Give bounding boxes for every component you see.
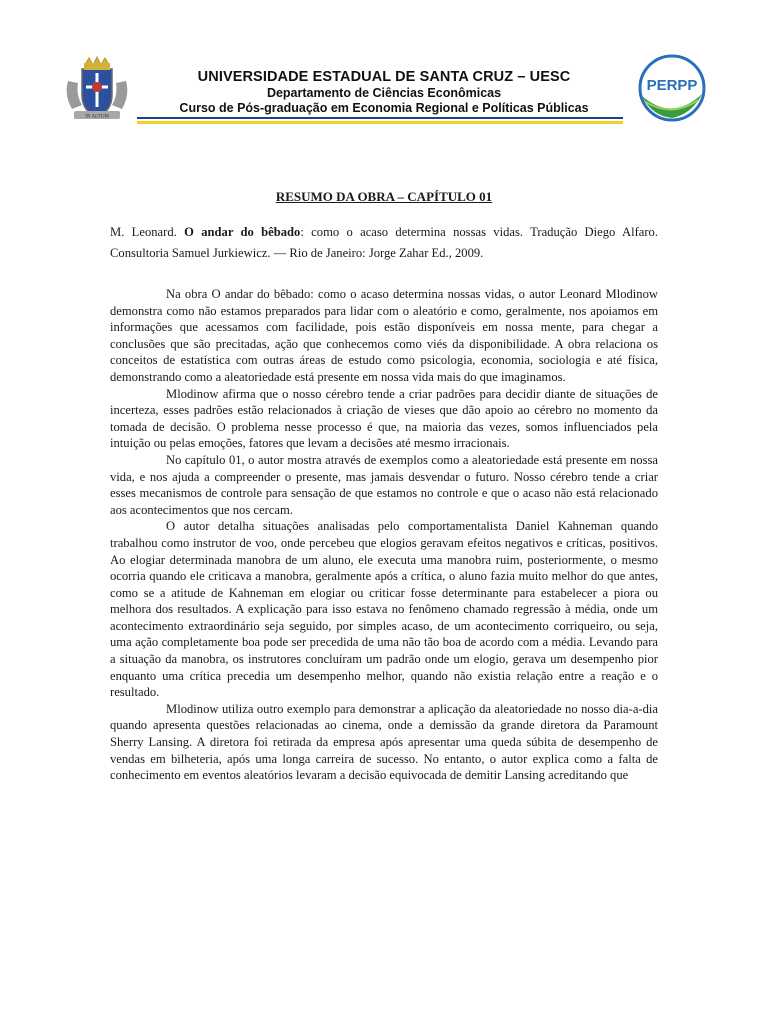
document-title: RESUMO DA OBRA – CAPÍTULO 01 bbox=[275, 189, 493, 204]
department-name: Departamento de Ciências Econômicas bbox=[266, 86, 502, 100]
header-rule-yellow bbox=[137, 121, 623, 124]
uesc-coat-of-arms-logo bbox=[62, 55, 132, 125]
course-name: Curso de Pós-graduação em Economia Regional e Políticas Públicas bbox=[179, 101, 589, 115]
perpp-logo-text: PERPP bbox=[646, 77, 698, 94]
paragraph-5: Mlodinow utiliza outro exemplo para demonstrar a aplicação da aleatoriedade no nosso dia-a-dia quando apresenta questões relacionadas ao cinema, onde a demissão da grande diretora da Paramount Sherry Lansing. A diretora foi retirada da empresa após apresentar uma queda súbita de desempenho de vendas em bilheteria, após uma longa carreira de sucesso. No entanto, o autor explica como a falta de conhecimento em eventos aleatórios levaram a decisão equivocada de demitir Lansing acreditando que bbox=[110, 701, 658, 783]
perpp-logo bbox=[634, 52, 710, 122]
header-text-block bbox=[130, 68, 638, 116]
document-body bbox=[110, 188, 658, 784]
reference-author: M. Leonard. bbox=[110, 225, 177, 239]
reference-details: : como o acaso determina nossas vidas. Tradução Diego Alfaro. Consultoria Samuel Jurkiewicz. — Rio de Janeiro: Jorge Zahar Ed., 2009. bbox=[110, 225, 658, 260]
paragraph-3: No capítulo 01, o autor mostra através de exemplos como a aleatoriedade está presente em nossa vida, e nos ajuda a compreender o presente, mas jamais desvendar o futuro. Nosso cérebro tende a criar esses mecanismos de controle para sensação de que estamos no controle e que o acaso não está relacionado aos acontecimentos que nos cercam. bbox=[110, 452, 658, 517]
paragraph-1: Na obra O andar do bêbado: como o acaso determina nossas vidas, o autor Leonard Mlodinow demonstra como não estamos preparados para lidar com o aleatório e como, geralmente, nos apoiamos em informações que acessamos com facilidade, pois estão disponíveis em nossa mente, para chegar a conclusões que são precitadas, ação que conhecemos como viés da disponibilidade. A obra relaciona os conceitos de estatística com outras áreas de estudo como psicologia, economia, sociologia e até física, demonstrando como a aleatoriedade está presente em nossa vida mais do que imaginamos. bbox=[110, 287, 658, 384]
document-header bbox=[0, 0, 768, 140]
paragraph-2: Mlodinow afirma que o nosso cérebro tende a criar padrões para decidir diante de situações de incerteza, esses padrões estão relacionados à criação de vieses que dão apoio ao cérebro no momento da tomada de decisão. O problema nesse processo é que, na maioria das vezes, somos influenciados pela intuição ou pelas emoções, fatores que levam a decisões até mesmo irracionais. bbox=[110, 386, 658, 451]
paragraph-4: O autor detalha situações analisadas pelo comportamentalista Daniel Kahneman quando trabalhou como instrutor de voo, onde percebeu que elogios geravam efeitos negativos e críticas, positivos. Ao elogiar determinada manobra de um aluno, ele executa uma manobra ruim, posteriormente, o mesmo ocorria quando ele criticava a manobra, geralmente após a crítica, o aluno fazia muito melhor do que antes, como se a atitude de Kahneman em elogiar ou criticar fosse determinante para estabelecer a piora ou melhora dos resultados. A explicação para isso estava no fenômeno chamado regressão à média, onde um acontecimento extraordinário seja seguido, por simples acaso, de um acontecimento corriqueiro, ou seja, uma ação completamente boa pode ser precedida de uma não tão boa de acordo com a média. Levando para a situação da manobra, os instrutores concluíram um padrão onde um elogio, gerava um desempenho pior enquanto uma crítica precedia um desempenho melhor, quando não existia relação entre a reação e o resultado. bbox=[110, 519, 658, 700]
uesc-logo-motto: IN ALTUM bbox=[85, 114, 109, 120]
header-rule-blue bbox=[137, 117, 623, 119]
reference-work-title: O andar do bêbado bbox=[184, 225, 301, 239]
university-name: UNIVERSIDADE ESTADUAL DE SANTA CRUZ – UESC bbox=[197, 69, 571, 85]
bibliographic-reference bbox=[110, 222, 658, 263]
